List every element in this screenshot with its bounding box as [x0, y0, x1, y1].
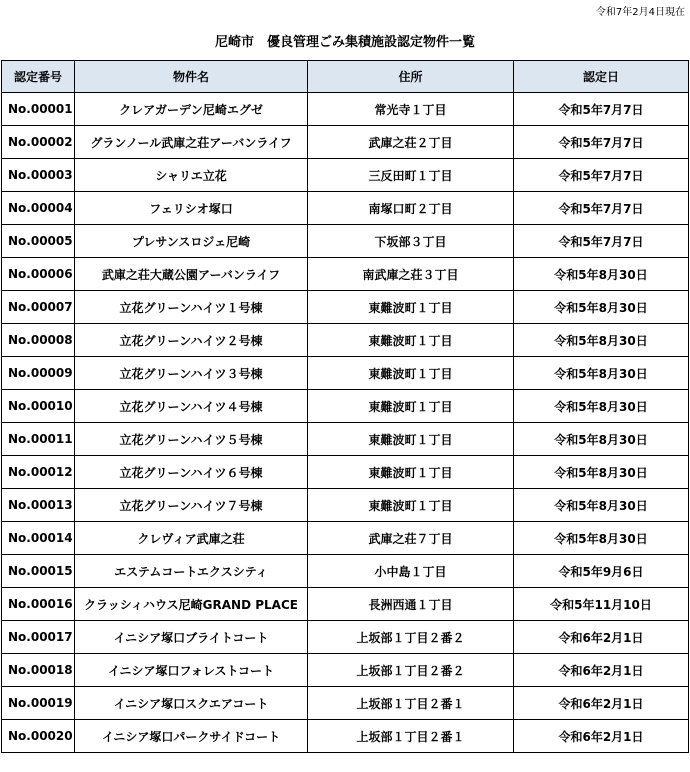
table-row: [2, 654, 689, 687]
cell-number: No.00006: [2, 258, 75, 291]
cell-number: No.00016: [2, 588, 75, 621]
cell-number: No.00011: [2, 423, 75, 456]
cell-certified-date: 令和5年7月7日: [514, 225, 689, 258]
table-body: [2, 93, 689, 753]
cell-certified-date: 令和5年9月6日: [514, 555, 689, 588]
table-row: [2, 258, 689, 291]
table-row: [2, 555, 689, 588]
cell-certified-date: 令和5年7月7日: [514, 192, 689, 225]
cell-number: No.00018: [2, 654, 75, 687]
cell-certified-date: 令和5年8月30日: [514, 390, 689, 423]
cell-number: No.00007: [2, 291, 75, 324]
cell-address: 武庫之荘７丁目: [308, 522, 514, 555]
cell-property-name: 立花グリーンハイツ５号棟: [75, 423, 308, 456]
cell-certified-date: 令和5年8月30日: [514, 456, 689, 489]
cell-property-name: プレサンスロジェ尼崎: [75, 225, 308, 258]
cell-certified-date: 令和5年8月30日: [514, 357, 689, 390]
cell-property-name: クラッシィハウス尼崎GRAND PLACE: [75, 588, 308, 621]
cell-address: 上坂部１丁目２番１: [308, 687, 514, 720]
cell-address: 武庫之荘２丁目: [308, 126, 514, 159]
table-row: [2, 390, 689, 423]
cell-certified-date: 令和6年2月1日: [514, 720, 689, 753]
cell-property-name: 武庫之荘大蔵公園アーバンライフ: [75, 258, 308, 291]
cell-certified-date: 令和5年8月30日: [514, 324, 689, 357]
cell-address: 三反田町１丁目: [308, 159, 514, 192]
header-date: 認定日: [514, 61, 689, 93]
table-row: [2, 93, 689, 126]
cell-property-name: イニシア塚口フォレストコート: [75, 654, 308, 687]
table-row: [2, 126, 689, 159]
cell-address: 南塚口町２丁目: [308, 192, 514, 225]
cell-address: 東難波町１丁目: [308, 489, 514, 522]
cell-address: 上坂部１丁目２番２: [308, 621, 514, 654]
table-row: [2, 357, 689, 390]
cell-number: No.00001: [2, 93, 75, 126]
cell-property-name: 立花グリーンハイツ２号棟: [75, 324, 308, 357]
cell-certified-date: 令和5年7月7日: [514, 159, 689, 192]
table-row: [2, 159, 689, 192]
header-address: 住所: [308, 61, 514, 93]
cell-property-name: 立花グリーンハイツ１号棟: [75, 291, 308, 324]
table-row: [2, 687, 689, 720]
cell-property-name: 立花グリーンハイツ３号棟: [75, 357, 308, 390]
cell-address: 下坂部３丁目: [308, 225, 514, 258]
cell-number: No.00010: [2, 390, 75, 423]
table-row: [2, 489, 689, 522]
cell-address: 東難波町１丁目: [308, 324, 514, 357]
cell-certified-date: 令和5年8月30日: [514, 489, 689, 522]
cell-certified-date: 令和5年8月30日: [514, 258, 689, 291]
cell-number: No.00008: [2, 324, 75, 357]
cell-number: No.00005: [2, 225, 75, 258]
cell-property-name: 立花グリーンハイツ６号棟: [75, 456, 308, 489]
cell-address: 長洲西通１丁目: [308, 588, 514, 621]
cell-property-name: 立花グリーンハイツ４号棟: [75, 390, 308, 423]
cell-address: 東難波町１丁目: [308, 390, 514, 423]
cell-address: 南武庫之荘３丁目: [308, 258, 514, 291]
cell-number: No.00013: [2, 489, 75, 522]
header-number: 認定番号: [2, 61, 75, 93]
cell-number: No.00004: [2, 192, 75, 225]
table-row: [2, 192, 689, 225]
cell-property-name: フェリシオ塚口: [75, 192, 308, 225]
cell-property-name: 立花グリーンハイツ７号棟: [75, 489, 308, 522]
cell-certified-date: 令和5年8月30日: [514, 522, 689, 555]
page-title: 尼崎市 優良管理ごみ集積施設認定物件一覧: [214, 35, 475, 50]
table-row: [2, 324, 689, 357]
cell-property-name: イニシア塚口パークサイドコート: [75, 720, 308, 753]
cell-property-name: エステムコートエクスシティ: [75, 555, 308, 588]
cell-address: 東難波町１丁目: [308, 357, 514, 390]
table-row: [2, 588, 689, 621]
cell-certified-date: 令和5年8月30日: [514, 423, 689, 456]
header-name: 物件名: [75, 61, 308, 93]
table-row: [2, 423, 689, 456]
table-header-row: [2, 61, 689, 93]
cell-property-name: イニシア塚口スクエアコート: [75, 687, 308, 720]
cell-certified-date: 令和5年7月7日: [514, 126, 689, 159]
cell-number: No.00003: [2, 159, 75, 192]
cell-certified-date: 令和6年2月1日: [514, 687, 689, 720]
cell-number: No.00014: [2, 522, 75, 555]
table-row: [2, 291, 689, 324]
cell-number: No.00002: [2, 126, 75, 159]
cell-certified-date: 令和6年2月1日: [514, 621, 689, 654]
cell-number: No.00019: [2, 687, 75, 720]
certified-properties-table: [1, 60, 689, 753]
table-row: [2, 621, 689, 654]
cell-property-name: シャリエ立花: [75, 159, 308, 192]
cell-address: 常光寺１丁目: [308, 93, 514, 126]
cell-address: 上坂部１丁目２番２: [308, 654, 514, 687]
cell-number: No.00012: [2, 456, 75, 489]
table-row: [2, 225, 689, 258]
cell-certified-date: 令和5年7月7日: [514, 93, 689, 126]
cell-certified-date: 令和5年8月30日: [514, 291, 689, 324]
cell-property-name: グランノール武庫之荘アーバンライフ: [75, 126, 308, 159]
table-row: [2, 456, 689, 489]
cell-address: 上坂部１丁目２番１: [308, 720, 514, 753]
cell-address: 東難波町１丁目: [308, 423, 514, 456]
cell-property-name: クレヴィア武庫之荘: [75, 522, 308, 555]
cell-property-name: クレアガーデン尼崎エグゼ: [75, 93, 308, 126]
cell-number: No.00017: [2, 621, 75, 654]
cell-number: No.00015: [2, 555, 75, 588]
cell-property-name: イニシア塚口ブライトコート: [75, 621, 308, 654]
cell-number: No.00020: [2, 720, 75, 753]
cell-address: 東難波町１丁目: [308, 291, 514, 324]
cell-certified-date: 令和6年2月1日: [514, 654, 689, 687]
table-row: [2, 720, 689, 753]
cell-number: No.00009: [2, 357, 75, 390]
table-row: [2, 522, 689, 555]
as-of-date: 令和7年2月4日現在: [595, 7, 685, 18]
cell-certified-date: 令和5年11月10日: [514, 588, 689, 621]
cell-address: 東難波町１丁目: [308, 456, 514, 489]
cell-address: 小中島１丁目: [308, 555, 514, 588]
